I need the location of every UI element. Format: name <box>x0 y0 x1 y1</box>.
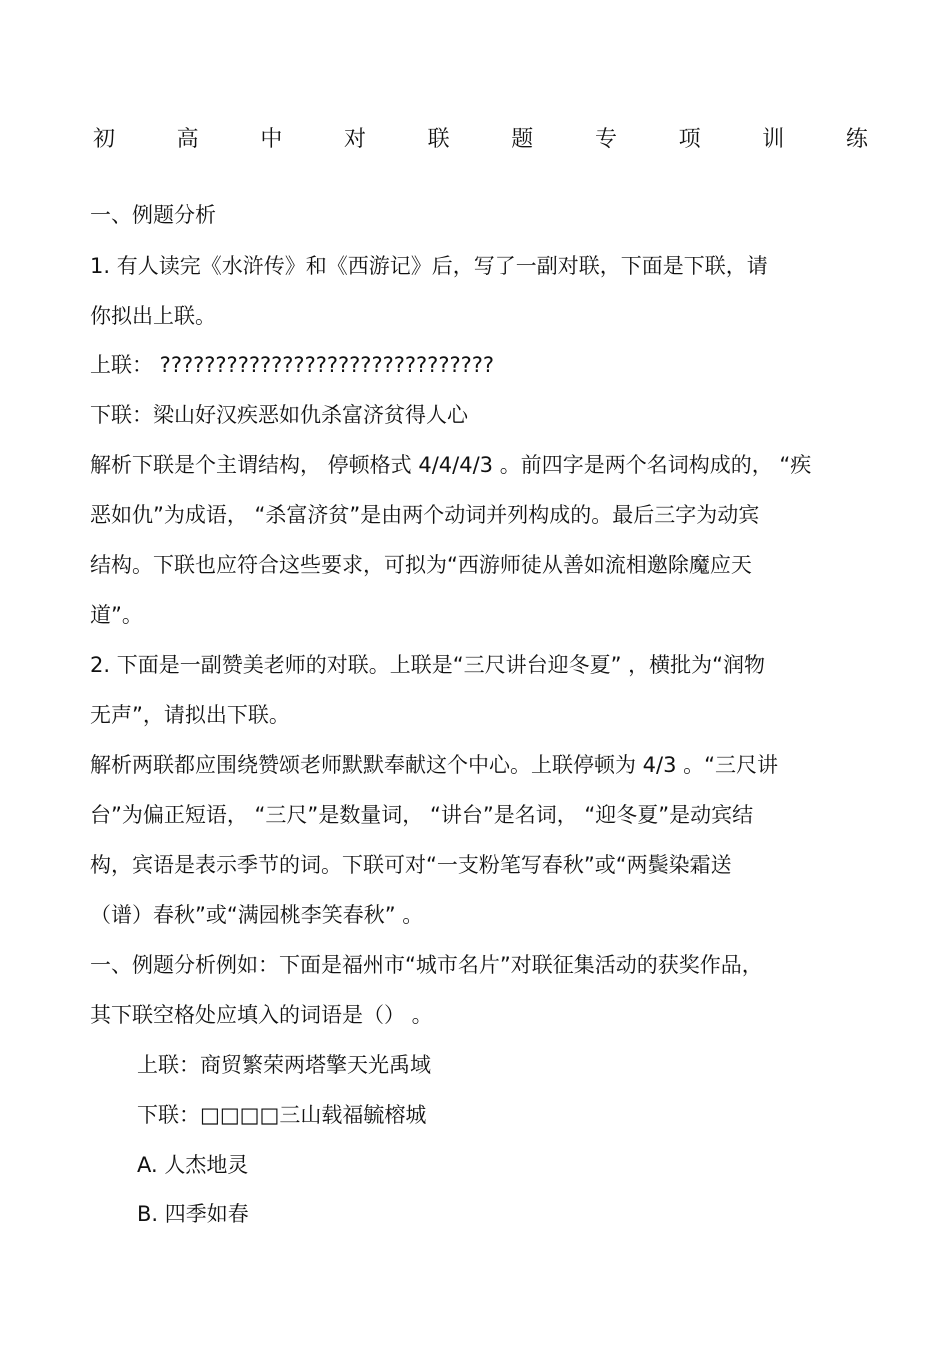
analysis-text: 结构。下联也应符合这些要求，可拟为“西游师徒从善如流相邀除魔应天 <box>90 553 752 577</box>
title-char: 题 <box>511 127 534 152</box>
question-2-text: 2. 下面是一副赞美老师的对联。上联是“三尺讲台迎冬夏” ，横批为“润物 <box>90 653 766 677</box>
question-1-text: 你拟出上联。 <box>90 304 216 328</box>
example-text: 一、例题分析例如：下面是福州市“城市名片”对联征集活动的获奖作品， <box>90 953 763 977</box>
analysis-text: 道”。 <box>90 603 143 627</box>
example-text: 其下联空格处应填入的词语是（） 。 <box>90 1003 433 1027</box>
upper-couplet-line: 上联： ?????????????????????????????? <box>90 353 495 377</box>
title-char: 初 <box>93 127 116 152</box>
title-char: 中 <box>260 127 283 152</box>
analysis-text: 台”为偏正短语， “三尺”是数量词， “讲台”是名词， “迎冬夏”是动宾结 <box>90 803 754 827</box>
question-2-text: 无声”，请拟出下联。 <box>90 703 290 727</box>
question-1-text: 1. 有人读完《水浒传》和《西游记》后，写了一副对联，下面是下联，请 <box>90 254 768 278</box>
title-char: 练 <box>845 127 868 152</box>
example-upper-couplet: 上联：商贸繁荣两塔擎天光禹域 <box>137 1053 431 1077</box>
title-char: 专 <box>594 127 617 152</box>
analysis-text: 构，宾语是表示季节的词。下联可对“一支粉笔写春秋”或“两鬓染霜送 <box>90 853 732 877</box>
title-char: 联 <box>427 127 450 152</box>
analysis-text: 解析下联是个主谓结构， 停顿格式 4/4/4/3 。前四字是两个名词构成的， “疾 <box>90 453 812 477</box>
analysis-text: 恶如仇”为成语， “杀富济贫”是由两个动词并列构成的。最后三字为动宾 <box>90 503 760 527</box>
option-a: A. 人杰地灵 <box>137 1153 249 1177</box>
title-char: 项 <box>678 127 701 152</box>
lower-couplet-line: 下联：梁山好汉疾恶如仇杀富济贫得人心 <box>90 403 468 427</box>
page-title <box>93 122 868 158</box>
title-char: 对 <box>343 127 366 152</box>
analysis-text: （谱）春秋”或“满园桃李笑春秋” 。 <box>90 903 424 927</box>
title-char: 高 <box>176 127 199 152</box>
analysis-text: 解析两联都应围绕赞颂老师默默奉献这个中心。上联停顿为 4/3 。“三尺讲 <box>90 753 779 777</box>
title-char: 训 <box>762 127 785 152</box>
example-lower-couplet: 下联：□□□□三山载福毓榕城 <box>137 1103 427 1127</box>
option-b: B. 四季如春 <box>137 1202 249 1226</box>
section-heading: 一、例题分析 <box>90 203 216 227</box>
